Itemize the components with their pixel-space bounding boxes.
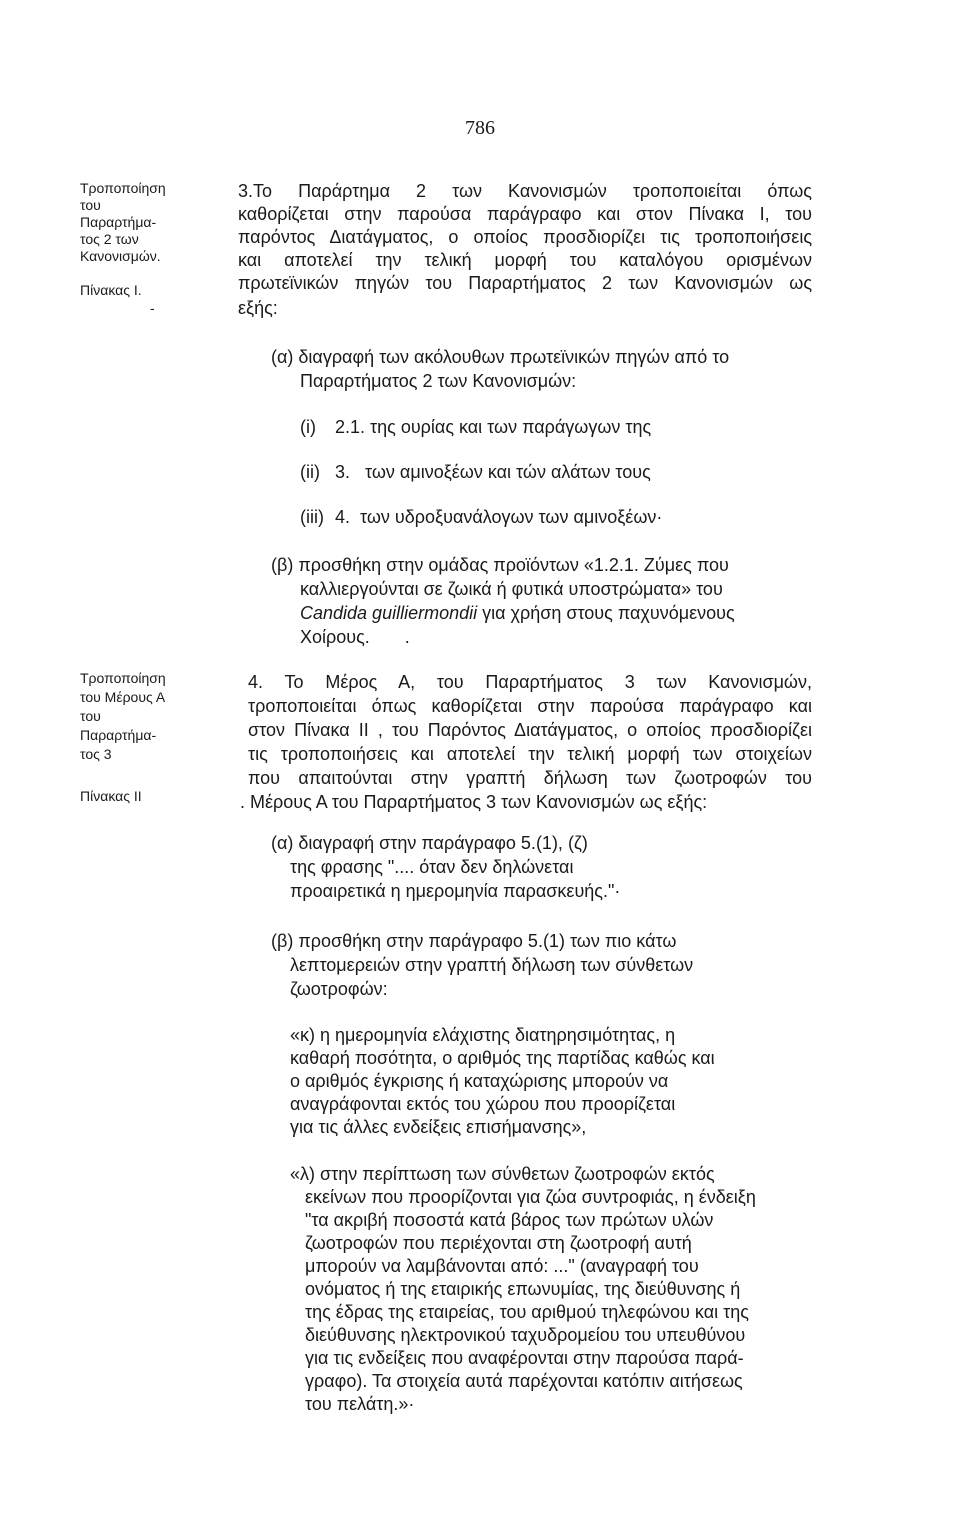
section4-line: 4. Το Μέρος Α, του Παραρτήματος 3 των Κανονισμών, [248, 672, 812, 692]
section3-line: παρόντος Διατάγματος, ο οποίος προσδιορίζει τις τροποποιήσεις [238, 227, 812, 247]
item-l-line: για τις ενδείξεις που αναφέρονται στην παρούσα παρά- [305, 1348, 744, 1368]
section4-a-line: της φρασης ".... όταν δεν δηλώνεται [290, 857, 574, 877]
section4-b-line: (β) προσθήκη στην παράγραφο 5.(1) των πιο κάτω [271, 931, 677, 951]
section3-a-line: (α) διαγραφή των ακόλουθων πρωτεϊνικών πηγών από το [271, 347, 730, 367]
item-k-line: αναγράφονται εκτός του χώρου που προορίζεται [290, 1094, 676, 1114]
section3-line: εξής: [238, 298, 278, 318]
section3-b-line: καλλιεργούνται σε ζωικά ή φυτικά υποστρώματα» του [300, 579, 723, 599]
margin-note-line: του [80, 708, 101, 724]
section4-line: στον Πίνακα ΙΙ , του Παρόντος Διατάγματος, ο οποίος προσδιορίζει [248, 720, 812, 740]
section3-line: πρωτεϊνικών πηγών του Παραρτήματος 2 των Κανονισμών ως [238, 273, 812, 293]
item-l-line: μπορούν να λαμβάνονται από: ..." (αναγραφή του [305, 1256, 699, 1276]
item-l-line: εκείνων που προορίζονται για ζώα συντροφιάς, η ένδειξη [305, 1187, 756, 1207]
margin-note-table-ref: Πίνακας ΙΙ [80, 788, 142, 804]
margin-note-line: Τροποποίηση [80, 180, 166, 196]
species-name: Candida guilliermondii [300, 603, 478, 623]
section3-b-species-line [300, 602, 735, 624]
item-l-line: ονόματος ή της εταιρικής επωνυμίας, της διεύθυνσης ή [305, 1279, 741, 1299]
section4-line: τροποποιείται όπως καθορίζεται στην παρούσα παράγραφο και [248, 696, 812, 716]
margin-note-line: του Μέρους Α [80, 689, 166, 705]
section4-line: τις τροποποιήσεις και αποτελεί την τελική μορφή των στοιχείων [248, 744, 812, 764]
section3-b-line: Χοίρους. . [300, 627, 410, 647]
section3-a-line: Παραρτήματος 2 των Κανονισμών: [300, 371, 577, 391]
margin-note-line: Τροποποίηση [80, 670, 166, 686]
item-text: 4. των υδροξυανάλογων των αμινοξέων· [335, 507, 663, 527]
margin-note-line: Παραρτήμα- [80, 214, 157, 230]
item-l-line: διεύθυνσης ηλεκτρονικού ταχυδρομείου του υπευθύνου [305, 1325, 746, 1345]
item-number: (iii) [300, 507, 324, 527]
species-rest: για χρήση στους παχυνόμενους [477, 603, 735, 623]
section4-b-line: λεπτομερειών στην γραπτή δήλωση των σύνθετων [290, 955, 694, 975]
item-l-line: του πελάτη.»· [305, 1394, 415, 1414]
page-number: 786 [465, 117, 495, 139]
margin-mark: - [150, 300, 155, 316]
margin-note-line: τος 2 των [80, 231, 139, 247]
item-l-line: γραφο). Τα στοιχεία αυτά παρέχονται κατόπιν αιτήσεως [305, 1371, 743, 1391]
item-k-line: «κ) η ημερομηνία ελάχιστης διατηρησιμότητας, η [290, 1025, 676, 1045]
margin-note-line: Κανονισμών. [80, 248, 161, 264]
item-l-line: της έδρας της εταιρείας, του αριθμού τηλεφώνου και της [305, 1302, 749, 1322]
margin-note-line: τος 3 [80, 746, 112, 762]
section3-line: καθορίζεται στην παρούσα παράγραφο και στον Πίνακα Ι, του [238, 204, 812, 224]
section4-line: που απαιτούνται στην γραπτή δήλωση των ζωοτροφών του [248, 768, 812, 788]
item-k-line: καθαρή ποσότητα, ο αριθμός της παρτίδας καθώς και [290, 1048, 715, 1068]
section4-line: . Μέρους Α του Παραρτήματος 3 των Κανονισμών ως εξής: [240, 792, 708, 812]
item-number: (i) [300, 417, 316, 437]
item-text: 2.1. της ουρίας και των παράγωγων της [335, 417, 652, 437]
section4-b-line: ζωοτροφών: [290, 979, 388, 999]
item-k-line: για τις άλλες ενδείξεις επισήμανσης», [290, 1117, 587, 1137]
section4-a-line: προαιρετικά η ημερομηνία παρασκευής."· [290, 881, 621, 901]
section3-b-line: (β) προσθήκη στην ομάδας προϊόντων «1.2.1. Ζύμες που [271, 555, 729, 575]
margin-note-line: Παραρτήμα- [80, 727, 157, 743]
item-number: (ii) [300, 462, 320, 482]
item-l-line: «λ) στην περίπτωση των σύνθετων ζωοτροφών εκτός [290, 1164, 715, 1184]
section4-a-line: (α) διαγραφή στην παράγραφο 5.(1), (ζ) [271, 833, 588, 853]
section3-line: 3.Το Παράρτημα 2 των Κανονισμών τροποποιείται όπως [238, 181, 812, 201]
section3-line: και αποτελεί την τελική μορφή του καταλόγου ορισμένων [238, 250, 812, 270]
item-l-line: "τα ακριβή ποσοστά κατά βάρος των πρώτων υλών [305, 1210, 714, 1230]
item-l-line: ζωοτροφών που περιέχονται στη ζωοτροφή αυτή [305, 1233, 692, 1253]
item-k-line: ο αριθμός έγκρισης ή καταχώρισης μπορούν να [290, 1071, 669, 1091]
margin-note-line: του [80, 197, 101, 213]
margin-note-table-ref: Πίνακας Ι. [80, 282, 142, 298]
item-text: 3. των αμινοξέων και τών αλάτων τους [335, 462, 651, 482]
